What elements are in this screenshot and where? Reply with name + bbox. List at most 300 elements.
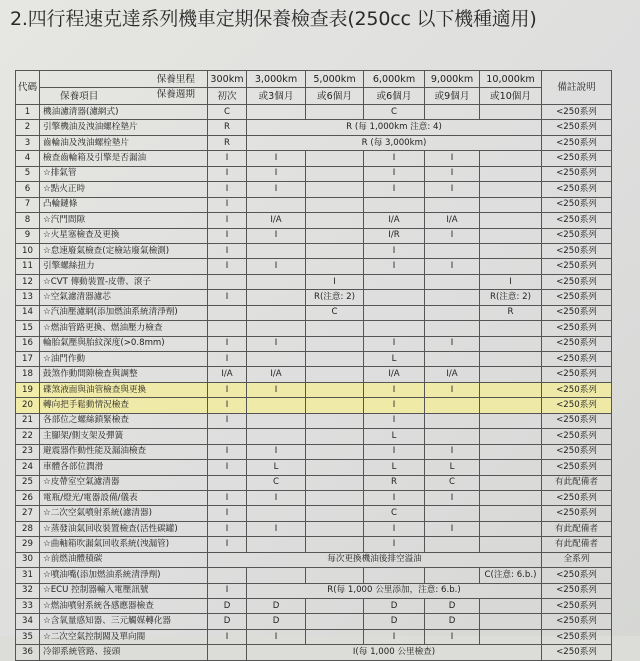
row-code: 7 bbox=[16, 197, 40, 212]
row-cell bbox=[306, 105, 364, 120]
header-remark: 備註說明 bbox=[542, 71, 612, 105]
row-remark: <250系列 bbox=[542, 367, 612, 382]
row-code: 16 bbox=[16, 336, 40, 351]
row-cell-span: I(每 1,000 公里檢查) bbox=[247, 645, 542, 660]
table-row bbox=[16, 506, 612, 521]
row-cell bbox=[480, 105, 542, 120]
header-period-col: 或6個月 bbox=[306, 88, 364, 105]
page-title: 2.四行程速克達系列機車定期保養檢查表(250cc 以下機種適用) bbox=[10, 8, 537, 30]
row-item: ☆含氧量感知器、三元觸媒轉化器 bbox=[40, 614, 208, 629]
row-cell bbox=[425, 197, 480, 212]
row-cell: I bbox=[208, 259, 247, 274]
row-cell bbox=[247, 321, 306, 336]
row-cell bbox=[208, 475, 247, 490]
row-cell bbox=[306, 568, 364, 583]
row-cell: C bbox=[364, 506, 425, 521]
header-km: 6,000km bbox=[364, 71, 425, 88]
table-row bbox=[16, 475, 612, 490]
row-cell: I bbox=[247, 629, 306, 644]
row-code: 23 bbox=[16, 444, 40, 459]
row-cell: I bbox=[208, 444, 247, 459]
row-code: 14 bbox=[16, 305, 40, 320]
row-cell bbox=[306, 490, 364, 505]
row-cell bbox=[306, 367, 364, 382]
row-cell bbox=[306, 398, 364, 413]
row-item: 凸輪鏈條 bbox=[40, 197, 208, 212]
row-cell: I bbox=[364, 521, 425, 536]
table-row bbox=[16, 321, 612, 336]
table-row bbox=[16, 382, 612, 397]
row-cell bbox=[480, 398, 542, 413]
row-cell bbox=[480, 506, 542, 521]
row-item: 各部位之螺絲鎖緊檢查 bbox=[40, 413, 208, 428]
table-row bbox=[16, 135, 612, 150]
row-cell bbox=[480, 336, 542, 351]
row-cell: I bbox=[208, 506, 247, 521]
row-cell bbox=[364, 290, 425, 305]
row-remark: <250系列 bbox=[542, 614, 612, 629]
header-km: 9,000km bbox=[425, 71, 480, 88]
row-remark: <250系列 bbox=[542, 444, 612, 459]
row-cell: I bbox=[425, 259, 480, 274]
row-cell: I bbox=[364, 259, 425, 274]
row-cell: I bbox=[247, 259, 306, 274]
header-item-period bbox=[40, 88, 208, 105]
row-cell bbox=[247, 413, 306, 428]
table-row bbox=[16, 367, 612, 382]
row-code: 34 bbox=[16, 614, 40, 629]
maintenance-table bbox=[15, 70, 612, 661]
row-cell: D bbox=[425, 614, 480, 629]
row-remark: <250系列 bbox=[542, 151, 612, 166]
row-cell: I/A bbox=[425, 213, 480, 228]
row-cell bbox=[480, 228, 542, 243]
row-item: ☆噴油嘴(添加燃油系統清淨劑) bbox=[40, 568, 208, 583]
row-cell: I bbox=[247, 151, 306, 166]
row-cell: C bbox=[306, 305, 364, 320]
table-row bbox=[16, 583, 612, 598]
header-mileage: 保養里程 bbox=[40, 71, 208, 88]
row-cell: I bbox=[425, 336, 480, 351]
row-cell: R bbox=[480, 305, 542, 320]
row-cell bbox=[306, 614, 364, 629]
header-row-mileage bbox=[16, 71, 612, 88]
row-cell bbox=[247, 352, 306, 367]
row-cell bbox=[480, 413, 542, 428]
row-item: 引擎機油及洩油螺栓墊片 bbox=[40, 120, 208, 135]
row-cell: I bbox=[364, 243, 425, 258]
row-code: 32 bbox=[16, 583, 40, 598]
row-remark: 有此配備者 bbox=[542, 537, 612, 552]
row-cell bbox=[306, 413, 364, 428]
row-cell: I bbox=[364, 166, 425, 181]
row-cell bbox=[306, 352, 364, 367]
row-cell bbox=[364, 274, 425, 289]
row-item: 碟煞液面與油管檢查與更換 bbox=[40, 382, 208, 397]
row-cell bbox=[425, 429, 480, 444]
table-row bbox=[16, 105, 612, 120]
row-item: ☆二次空氣噴射系統(濾清器) bbox=[40, 506, 208, 521]
row-remark: <250系列 bbox=[542, 305, 612, 320]
row-code: 25 bbox=[16, 475, 40, 490]
row-cell bbox=[480, 197, 542, 212]
row-remark: <250系列 bbox=[542, 197, 612, 212]
row-cell bbox=[306, 429, 364, 444]
row-item: ☆前燃油體積碳 bbox=[40, 552, 208, 567]
row-item: ☆二次空氣控制閥及單向閥 bbox=[40, 629, 208, 644]
row-cell: C(注意: 6.b.) bbox=[480, 568, 542, 583]
row-cell: L bbox=[364, 352, 425, 367]
row-item: ☆CVT 傳動裝置-皮帶、滾子 bbox=[40, 274, 208, 289]
row-code: 36 bbox=[16, 645, 40, 660]
header-period-col: 或9個月 bbox=[425, 88, 480, 105]
row-cell: I bbox=[247, 490, 306, 505]
row-cell bbox=[247, 305, 306, 320]
row-cell bbox=[480, 166, 542, 181]
row-remark: <250系列 bbox=[542, 460, 612, 475]
row-remark: <250系列 bbox=[542, 135, 612, 150]
row-cell bbox=[306, 182, 364, 197]
row-cell bbox=[480, 213, 542, 228]
table-row bbox=[16, 352, 612, 367]
row-cell bbox=[306, 228, 364, 243]
row-item: 轉向把手鬆動情況檢查 bbox=[40, 398, 208, 413]
row-cell: C bbox=[364, 105, 425, 120]
row-cell bbox=[364, 197, 425, 212]
row-cell: I/A bbox=[247, 213, 306, 228]
row-code: 1 bbox=[16, 105, 40, 120]
row-code: 24 bbox=[16, 460, 40, 475]
row-item: 引擎螺絲扭力 bbox=[40, 259, 208, 274]
row-cell: I bbox=[247, 444, 306, 459]
row-cell: I bbox=[425, 166, 480, 181]
row-cell bbox=[306, 475, 364, 490]
row-cell: I bbox=[364, 336, 425, 351]
row-cell bbox=[425, 537, 480, 552]
table-row bbox=[16, 629, 612, 644]
row-remark: <250系列 bbox=[542, 321, 612, 336]
row-cell bbox=[247, 537, 306, 552]
row-cell: I/A bbox=[208, 367, 247, 382]
row-cell bbox=[425, 568, 480, 583]
row-code: 12 bbox=[16, 274, 40, 289]
row-remark: <250系列 bbox=[542, 413, 612, 428]
row-cell: I bbox=[208, 228, 247, 243]
row-cell: I bbox=[208, 537, 247, 552]
row-item: 避震器作動性能及漏油檢查 bbox=[40, 444, 208, 459]
row-cell bbox=[306, 599, 364, 614]
row-cell: I bbox=[364, 182, 425, 197]
table-row bbox=[16, 290, 612, 305]
row-item: ☆燃油管路更換、燃油壓力檢查 bbox=[40, 321, 208, 336]
row-cell: R bbox=[208, 120, 247, 135]
row-code: 35 bbox=[16, 629, 40, 644]
row-cell bbox=[425, 352, 480, 367]
row-cell: C bbox=[247, 475, 306, 490]
row-cell bbox=[306, 151, 364, 166]
row-cell: I bbox=[208, 521, 247, 536]
row-item: ☆點火正時 bbox=[40, 182, 208, 197]
row-cell: I bbox=[425, 382, 480, 397]
row-cell: I bbox=[364, 413, 425, 428]
table-row bbox=[16, 274, 612, 289]
row-item: ☆空氣濾清器濾芯 bbox=[40, 290, 208, 305]
table-row bbox=[16, 305, 612, 320]
row-cell bbox=[425, 274, 480, 289]
row-code: 13 bbox=[16, 290, 40, 305]
row-cell: I bbox=[425, 444, 480, 459]
row-cell bbox=[208, 305, 247, 320]
row-cell bbox=[208, 568, 247, 583]
header-row-period bbox=[16, 88, 612, 105]
row-cell bbox=[306, 521, 364, 536]
row-cell: I/A bbox=[425, 367, 480, 382]
row-cell: I bbox=[208, 197, 247, 212]
row-item: ☆汽門間隙 bbox=[40, 213, 208, 228]
row-code: 2 bbox=[16, 120, 40, 135]
row-remark: 有此配備者 bbox=[542, 521, 612, 536]
row-cell: I bbox=[425, 228, 480, 243]
row-remark: <250系列 bbox=[542, 336, 612, 351]
row-cell: I bbox=[247, 228, 306, 243]
row-remark: <250系列 bbox=[542, 398, 612, 413]
row-cell-span: R (每 3,000km) bbox=[247, 135, 542, 150]
row-item: ☆皮帶室空氣濾清器 bbox=[40, 475, 208, 490]
row-cell: I/R bbox=[364, 228, 425, 243]
row-cell bbox=[480, 321, 542, 336]
row-cell-span: R (每 1,000km 注意: 4) bbox=[247, 120, 542, 135]
row-cell bbox=[247, 197, 306, 212]
row-cell: L bbox=[425, 460, 480, 475]
table-row bbox=[16, 429, 612, 444]
table-row bbox=[16, 444, 612, 459]
row-code: 22 bbox=[16, 429, 40, 444]
row-code: 28 bbox=[16, 521, 40, 536]
row-item: 車體各部位潤滑 bbox=[40, 460, 208, 475]
row-cell bbox=[364, 568, 425, 583]
row-remark: <250系列 bbox=[542, 228, 612, 243]
row-code: 30 bbox=[16, 552, 40, 567]
row-code: 26 bbox=[16, 490, 40, 505]
row-cell: I bbox=[425, 182, 480, 197]
row-item: 主腳架/側支架及彈簧 bbox=[40, 429, 208, 444]
row-cell: D bbox=[208, 599, 247, 614]
row-item: ☆火星塞檢查及更換 bbox=[40, 228, 208, 243]
row-remark: <250系列 bbox=[542, 182, 612, 197]
row-item: ☆曲軸箱吹漏氣回收系統(洩漏管) bbox=[40, 537, 208, 552]
row-cell bbox=[247, 243, 306, 258]
row-cell: D bbox=[208, 614, 247, 629]
row-cell bbox=[208, 429, 247, 444]
row-item: ☆油門作動 bbox=[40, 352, 208, 367]
row-cell bbox=[306, 336, 364, 351]
row-remark: 有此配備者 bbox=[542, 475, 612, 490]
row-cell: I bbox=[208, 290, 247, 305]
row-cell bbox=[306, 460, 364, 475]
table-row bbox=[16, 568, 612, 583]
row-cell: I bbox=[425, 521, 480, 536]
row-cell: I bbox=[364, 629, 425, 644]
row-cell bbox=[480, 521, 542, 536]
row-cell bbox=[247, 398, 306, 413]
header-period: 保養週期 bbox=[156, 89, 195, 100]
row-remark: <250系列 bbox=[542, 429, 612, 444]
row-cell: L bbox=[364, 429, 425, 444]
row-cell bbox=[480, 151, 542, 166]
row-cell: I bbox=[247, 521, 306, 536]
row-item: ☆汽油壓濾網(添加燃油系統清淨劑) bbox=[40, 305, 208, 320]
row-item: 機油濾清器(濾網式) bbox=[40, 105, 208, 120]
row-item: 輪胎氣壓與胎紋深度(>0.8mm) bbox=[40, 336, 208, 351]
row-code: 33 bbox=[16, 599, 40, 614]
header-period-col: 或6個月 bbox=[364, 88, 425, 105]
row-cell: I/A bbox=[364, 367, 425, 382]
row-cell: L bbox=[247, 460, 306, 475]
row-cell: C bbox=[425, 475, 480, 490]
row-remark: <250系列 bbox=[542, 105, 612, 120]
row-cell bbox=[247, 429, 306, 444]
row-cell: I bbox=[208, 352, 247, 367]
row-cell bbox=[306, 197, 364, 212]
row-cell bbox=[480, 614, 542, 629]
row-cell: I bbox=[208, 151, 247, 166]
row-item: ☆ECU 控制器輸入電壓訊號 bbox=[40, 583, 208, 598]
table-row bbox=[16, 537, 612, 552]
row-cell: I bbox=[364, 151, 425, 166]
header-item: 保養項目 bbox=[60, 91, 99, 102]
table-row bbox=[16, 166, 612, 181]
row-cell bbox=[480, 460, 542, 475]
table-row bbox=[16, 645, 612, 660]
row-item: 鼓煞作動間隙檢查與調整 bbox=[40, 367, 208, 382]
row-cell bbox=[480, 243, 542, 258]
row-cell bbox=[306, 537, 364, 552]
row-remark: <250系列 bbox=[542, 506, 612, 521]
row-cell bbox=[247, 274, 306, 289]
row-code: 18 bbox=[16, 367, 40, 382]
row-cell: I bbox=[364, 490, 425, 505]
row-cell bbox=[208, 321, 247, 336]
table-row bbox=[16, 182, 612, 197]
row-cell bbox=[480, 537, 542, 552]
row-code: 19 bbox=[16, 382, 40, 397]
row-code: 9 bbox=[16, 228, 40, 243]
row-cell bbox=[425, 290, 480, 305]
row-item: 檢查齒輪箱及引擎是否漏油 bbox=[40, 151, 208, 166]
row-cell: I bbox=[208, 629, 247, 644]
row-cell: I bbox=[208, 490, 247, 505]
row-cell bbox=[364, 321, 425, 336]
row-cell: I bbox=[247, 182, 306, 197]
header-period-col: 或3個月 bbox=[247, 88, 306, 105]
table-row bbox=[16, 460, 612, 475]
row-cell bbox=[480, 629, 542, 644]
row-cell bbox=[480, 367, 542, 382]
table-row bbox=[16, 413, 612, 428]
row-remark: <250系列 bbox=[542, 629, 612, 644]
table-row bbox=[16, 336, 612, 351]
row-cell: D bbox=[364, 599, 425, 614]
row-cell: I bbox=[425, 151, 480, 166]
row-cell: I bbox=[208, 398, 247, 413]
row-cell bbox=[425, 105, 480, 120]
table-row bbox=[16, 599, 612, 614]
row-cell bbox=[306, 259, 364, 274]
row-cell: I bbox=[425, 490, 480, 505]
row-code: 15 bbox=[16, 321, 40, 336]
row-cell: I bbox=[208, 243, 247, 258]
row-remark: <250系列 bbox=[542, 243, 612, 258]
row-cell: L bbox=[364, 460, 425, 475]
row-cell bbox=[480, 352, 542, 367]
row-cell bbox=[306, 506, 364, 521]
row-cell bbox=[480, 382, 542, 397]
table-row bbox=[16, 228, 612, 243]
row-remark: <250系列 bbox=[542, 274, 612, 289]
row-cell bbox=[306, 321, 364, 336]
row-cell bbox=[306, 444, 364, 459]
row-item: 齒輪油及洩油螺栓墊片 bbox=[40, 135, 208, 150]
row-item: 電瓶/燈光/電器設備/儀表 bbox=[40, 490, 208, 505]
row-cell: I bbox=[425, 629, 480, 644]
row-cell: I bbox=[364, 398, 425, 413]
row-cell-span: R(每 1,000 公里添加，注意: 6.b.) bbox=[247, 583, 542, 598]
row-item: ☆排氣管 bbox=[40, 166, 208, 181]
row-cell bbox=[247, 105, 306, 120]
row-cell: D bbox=[364, 614, 425, 629]
table-row bbox=[16, 213, 612, 228]
row-cell bbox=[306, 629, 364, 644]
row-cell: I bbox=[306, 274, 364, 289]
header-km: 300km bbox=[208, 71, 247, 88]
row-cell: D bbox=[425, 599, 480, 614]
row-cell bbox=[480, 182, 542, 197]
row-remark: <250系列 bbox=[542, 290, 612, 305]
row-remark: <250系列 bbox=[542, 382, 612, 397]
row-cell bbox=[480, 259, 542, 274]
table-row bbox=[16, 521, 612, 536]
row-cell: I bbox=[208, 382, 247, 397]
row-cell: D bbox=[247, 599, 306, 614]
table-row bbox=[16, 398, 612, 413]
row-cell: I bbox=[208, 336, 247, 351]
row-cell: I bbox=[208, 166, 247, 181]
row-cell: I/A bbox=[247, 367, 306, 382]
row-cell bbox=[480, 475, 542, 490]
header-period-col: 或10個月 bbox=[480, 88, 542, 105]
table-row bbox=[16, 490, 612, 505]
row-remark: <250系列 bbox=[542, 645, 612, 660]
row-cell bbox=[480, 429, 542, 444]
row-cell bbox=[425, 413, 480, 428]
row-cell: D bbox=[247, 614, 306, 629]
row-remark: <250系列 bbox=[542, 599, 612, 614]
table-row bbox=[16, 197, 612, 212]
row-item: 冷卻系統管路、接頭 bbox=[40, 645, 208, 660]
row-code: 11 bbox=[16, 259, 40, 274]
row-cell bbox=[306, 166, 364, 181]
row-cell: I bbox=[480, 274, 542, 289]
row-cell bbox=[247, 568, 306, 583]
row-cell bbox=[480, 490, 542, 505]
row-cell: I bbox=[247, 166, 306, 181]
row-cell: I bbox=[208, 460, 247, 475]
row-remark: <250系列 bbox=[542, 568, 612, 583]
row-cell: I bbox=[208, 413, 247, 428]
row-remark: <250系列 bbox=[542, 352, 612, 367]
row-cell: I/A bbox=[364, 213, 425, 228]
row-cell: I bbox=[364, 537, 425, 552]
